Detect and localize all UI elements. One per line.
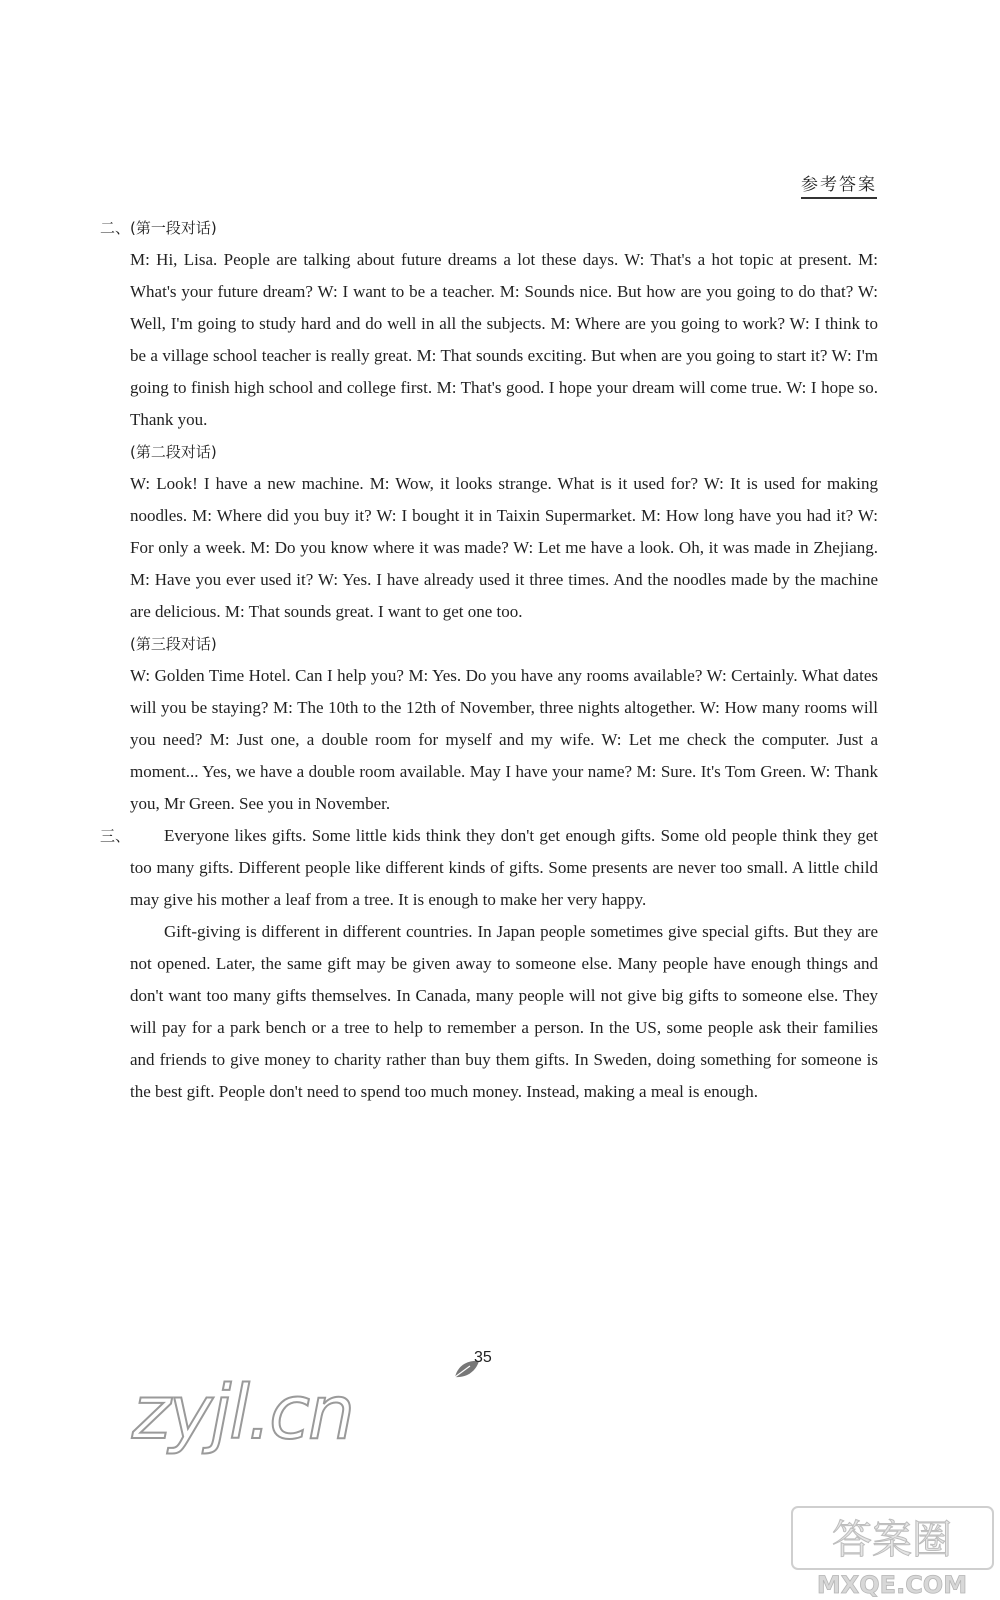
passage-paragraph-1: Everyone likes gifts. Some little kids think they don't get enough gifts. Some old people think they get too many gifts. Different people like different kinds of gifts. Some presents are never too small. A little child may give his mother a leaf from a tree. It is enough to make her very happy. — [130, 826, 878, 909]
dialogue-1-label: (第一段对话) — [130, 219, 217, 237]
logo-bottom-text: MXQE.COM — [816, 1571, 968, 1599]
page-header-title: 参考答案 — [801, 170, 877, 199]
dialogue-3-text: W: Golden Time Hotel. Can I help you? M: Yes. Do you have any rooms available? W: Certainly. What dates will you be staying? M: The 10th to the 12th of November, three nights altogether. W: How many rooms will you need? M: Just one, a double room for myself and my wife. W: Let me check the computer. Just a moment... Yes, we have a double room available. May I have your name? M: Sure. It's Tom Green. W: Thank you, Mr Green. See you in November. — [130, 666, 878, 813]
watermark-text: zyjl.cn — [132, 1370, 353, 1456]
passage-paragraph-2: Gift-giving is different in different countries. In Japan people sometimes give special gifts. But they are not opened. Later, the same gift may be given away to someone else. Many people have enough things and don't want too many gifts themselves. In Canada, many people will not give big gifts to someone else. They will pay for a park bench or a tree to help to remember a person. In the US, some people ask their families and friends to give money to charity rather than buy them gifts. In Sweden, doing something for someone is the best gift. People don't need to spend too much money. Instead, making a meal is enough. — [130, 922, 878, 1101]
logo-top-text: 答案圈 — [832, 1517, 952, 1563]
dialogue-1-text: M: Hi, Lisa. People are talking about future dreams a lot these days. W: That's a hot topic at present. M: What's your future dream? W: I want to be a teacher. M: Sounds nice. But how are you going to do that? W: Well, I'm going to study hard and do well in all the subjects. M: Where are you going to work? W: I think to be a village school teacher is really great. M: That sounds exciting. But when are you going to start it? W: I'm going to finish high school and college first. M: That's good. I hope your dream will come true. W: I hope so. Thank you. — [130, 250, 878, 429]
section-3-body — [130, 820, 878, 1108]
section-2 — [100, 212, 878, 820]
section-2-marker: 二、 — [100, 219, 131, 237]
dialogue-2-label: (第二段对话) — [130, 443, 217, 461]
dialogue-2-text: W: Look! I have a new machine. M: Wow, it looks strange. What is it used for? W: It is used for making noodles. M: Where did you buy it? W: I bought it in Taixin Supermarket. M: How long have you had it? W: For only a week. M: Do you know where it was made? W: Let me have a look. Oh, it was made in Zhejiang. M: Have you ever used it? W: Yes. I have already used it three times. And the noodles made by the machine are delicious. M: That sounds great. I want to get one too. — [130, 474, 878, 621]
section-3-marker: 三、 — [100, 827, 131, 845]
answer-content — [100, 212, 878, 1108]
page-number-text: 35 — [474, 1349, 492, 1366]
section-3 — [100, 820, 878, 1108]
page-number — [452, 1343, 516, 1383]
site-logo — [790, 1505, 995, 1600]
section-2-body — [130, 212, 878, 820]
dialogue-3-label: (第三段对话) — [130, 635, 217, 653]
